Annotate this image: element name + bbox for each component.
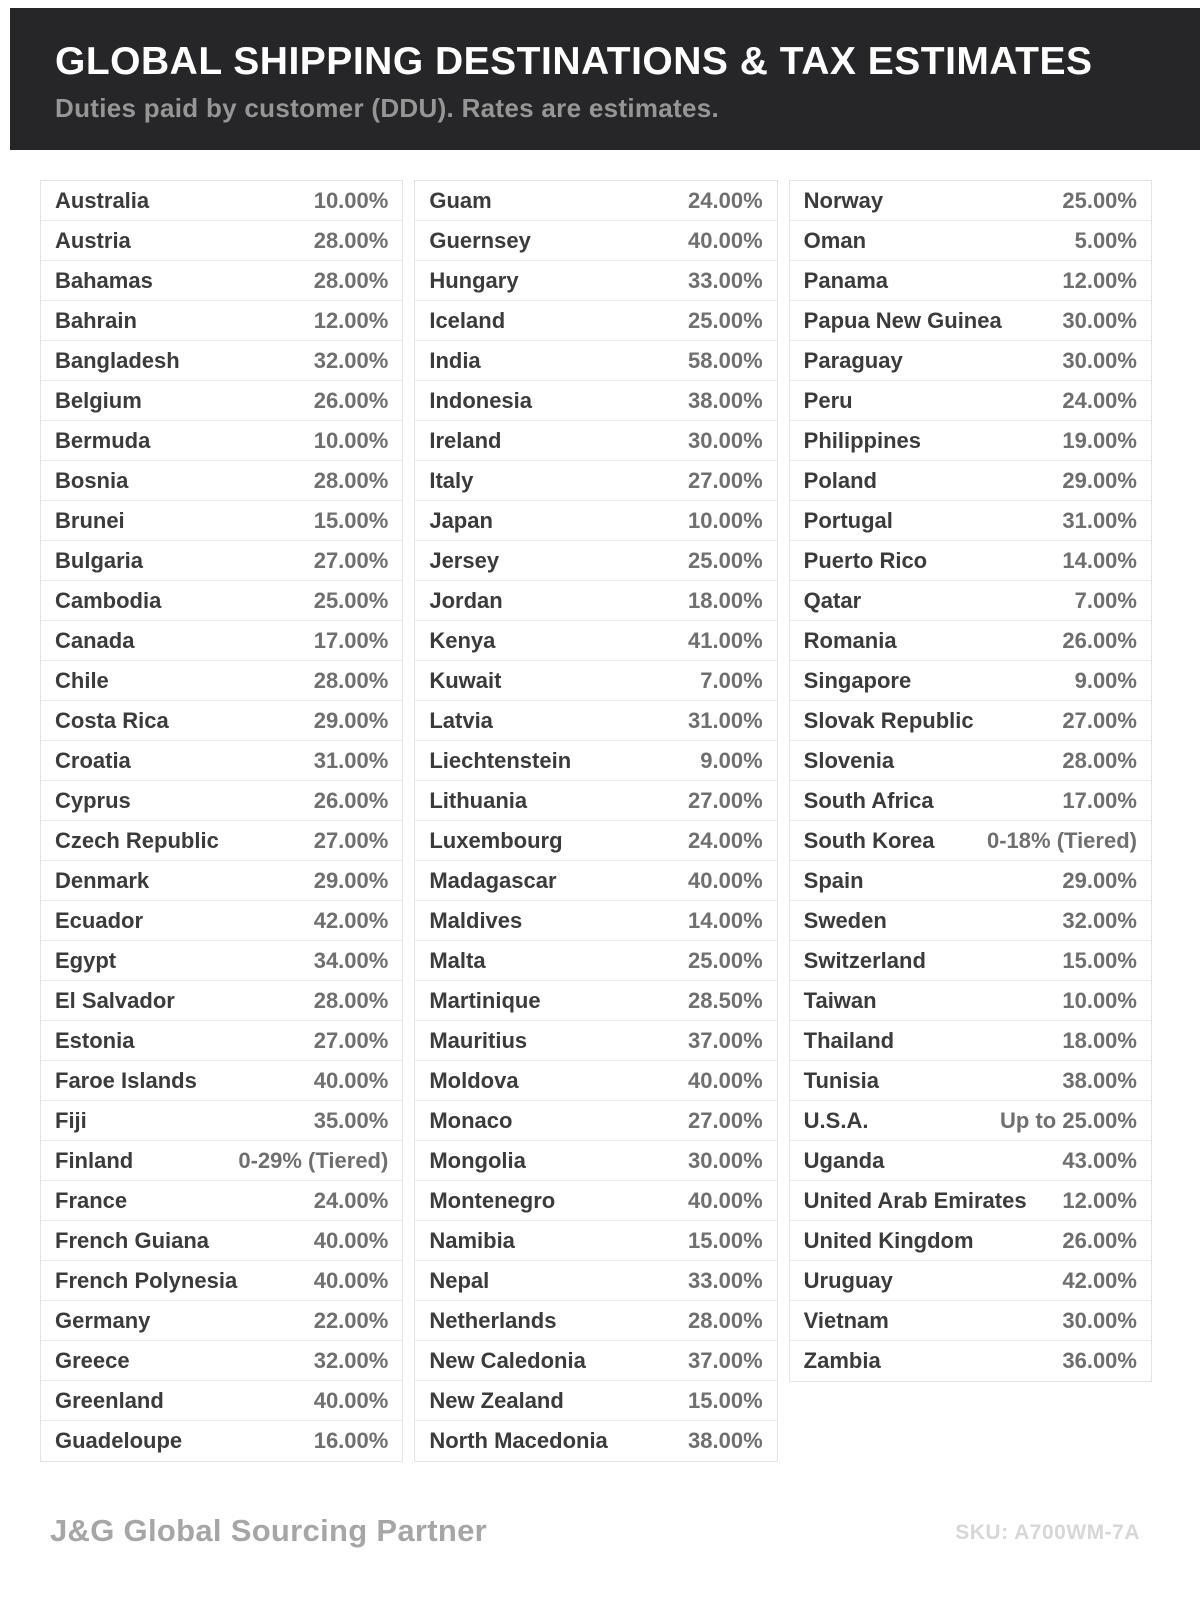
country-name: Jordan — [429, 587, 503, 613]
country-name: Croatia — [55, 747, 131, 773]
table-row — [415, 661, 776, 701]
country-name: Thailand — [803, 1027, 895, 1053]
table-row — [415, 181, 776, 221]
table-row — [790, 341, 1151, 381]
tax-rate: 24.00% — [1062, 387, 1137, 413]
country-name: Kuwait — [429, 667, 502, 693]
tax-rate: 32.00% — [313, 347, 389, 373]
tax-rate: 26.00% — [1062, 627, 1137, 653]
tax-rate: 7.00% — [1074, 587, 1137, 613]
tax-rate: 0-29% (Tiered) — [238, 1147, 389, 1173]
table-row — [790, 901, 1151, 941]
country-name: Faroe Islands — [55, 1067, 197, 1093]
tax-rate: 40.00% — [313, 1227, 389, 1253]
table-row — [790, 1221, 1151, 1261]
table-row — [790, 261, 1151, 301]
country-name: Brunei — [55, 507, 125, 533]
table-row — [41, 1101, 402, 1141]
country-name: Finland — [55, 1147, 134, 1173]
page-title: GLOBAL SHIPPING DESTINATIONS & TAX ESTIMATES — [55, 40, 1093, 83]
tax-rate: 15.00% — [688, 1387, 763, 1413]
country-name: Philippines — [803, 427, 922, 453]
tax-rate: 25.00% — [688, 547, 763, 573]
country-name: South Korea — [803, 827, 935, 853]
tax-rate: 37.00% — [688, 1027, 763, 1053]
tax-rate: 33.00% — [688, 1267, 763, 1293]
table-row — [415, 381, 776, 421]
table-row — [41, 1341, 402, 1381]
country-name: United Kingdom — [803, 1227, 974, 1253]
table-row — [790, 821, 1151, 861]
table-row — [790, 381, 1151, 421]
table-row — [790, 1181, 1151, 1221]
country-name: Tunisia — [803, 1067, 880, 1093]
country-name: Bosnia — [55, 467, 129, 493]
tax-rate: 26.00% — [313, 787, 389, 813]
table-row — [415, 781, 776, 821]
tax-rate: 18.00% — [1062, 1027, 1137, 1053]
tax-rate: 42.00% — [313, 907, 389, 933]
tax-rate: 32.00% — [313, 1347, 389, 1373]
table-row — [415, 341, 776, 381]
tax-rate: 14.00% — [688, 907, 763, 933]
tax-rate: 25.00% — [1062, 187, 1137, 213]
table-row — [415, 501, 776, 541]
tax-rate: 25.00% — [688, 307, 763, 333]
tax-rate: 30.00% — [1062, 1307, 1137, 1333]
table-row — [41, 221, 402, 261]
tax-rate: 27.00% — [313, 827, 389, 853]
country-name: Maldives — [429, 907, 523, 933]
country-name: Bangladesh — [55, 347, 180, 373]
country-name: Egypt — [55, 947, 117, 973]
tax-rate: 29.00% — [313, 867, 389, 893]
table-row — [790, 301, 1151, 341]
country-name: Bahamas — [55, 267, 153, 293]
table-row — [415, 421, 776, 461]
table-row — [415, 1261, 776, 1301]
country-name: Monaco — [429, 1107, 513, 1133]
tax-rate: 40.00% — [688, 1067, 763, 1093]
table-row — [790, 501, 1151, 541]
country-name: Puerto Rico — [803, 547, 928, 573]
table-row — [415, 461, 776, 501]
country-name: Chile — [55, 667, 109, 693]
tax-rate: 40.00% — [313, 1067, 389, 1093]
table-row — [41, 341, 402, 381]
country-name: El Salvador — [55, 987, 175, 1013]
tax-rate: 27.00% — [688, 467, 763, 493]
country-name: Lithuania — [429, 787, 528, 813]
table-row — [415, 701, 776, 741]
tax-rate: 32.00% — [1062, 907, 1137, 933]
table-row — [41, 1421, 402, 1461]
table-row — [790, 1261, 1151, 1301]
tax-rate: 27.00% — [313, 547, 389, 573]
country-name: Uganda — [803, 1147, 885, 1173]
table-row — [41, 461, 402, 501]
tax-rate: 27.00% — [688, 787, 763, 813]
country-name: India — [429, 347, 481, 373]
tax-rate: 40.00% — [313, 1387, 389, 1413]
table-row — [790, 1021, 1151, 1061]
tax-rate: 9.00% — [700, 747, 763, 773]
table-row — [41, 261, 402, 301]
tax-rate: 40.00% — [688, 1187, 763, 1213]
table-row — [415, 621, 776, 661]
country-name: Portugal — [803, 507, 893, 533]
table-row — [790, 621, 1151, 661]
page-header — [10, 8, 1200, 150]
table-row — [415, 581, 776, 621]
country-name: Greenland — [55, 1387, 164, 1413]
country-name: Spain — [803, 867, 864, 893]
tax-rate: 26.00% — [1062, 1227, 1137, 1253]
country-name: Italy — [429, 467, 474, 493]
country-name: Canada — [55, 627, 135, 653]
table-row — [415, 1421, 776, 1461]
table-row — [41, 1021, 402, 1061]
country-name: Ecuador — [55, 907, 144, 933]
table-row — [41, 1381, 402, 1421]
tax-rate: 27.00% — [1062, 707, 1137, 733]
country-name: France — [55, 1187, 128, 1213]
table-row — [790, 1301, 1151, 1341]
tax-rate: 24.00% — [688, 187, 763, 213]
country-name: Austria — [55, 227, 131, 253]
country-name: Latvia — [429, 707, 493, 733]
tax-rate: 28.50% — [688, 987, 763, 1013]
country-name: Qatar — [803, 587, 862, 613]
tax-rate: 28.00% — [688, 1307, 763, 1333]
country-name: North Macedonia — [429, 1428, 608, 1453]
country-name: Guadeloupe — [55, 1428, 183, 1453]
table-row — [790, 421, 1151, 461]
table-row — [415, 1381, 776, 1421]
country-name: Jersey — [429, 547, 500, 573]
country-name: Montenegro — [429, 1187, 556, 1213]
table-row — [41, 821, 402, 861]
table-row — [415, 941, 776, 981]
tax-rate: 28.00% — [313, 227, 389, 253]
tax-rate: 31.00% — [1062, 507, 1137, 533]
country-name: Mongolia — [429, 1147, 526, 1173]
tax-rate: 9.00% — [1074, 667, 1137, 693]
table-row — [790, 581, 1151, 621]
rates-column-2 — [414, 180, 777, 1462]
tax-rate: 7.00% — [700, 667, 763, 693]
country-name: New Zealand — [429, 1387, 564, 1413]
tax-rate: 42.00% — [1062, 1267, 1137, 1293]
country-name: Denmark — [55, 867, 150, 893]
country-name: Luxembourg — [429, 827, 563, 853]
country-name: Netherlands — [429, 1307, 557, 1333]
country-name: Panama — [803, 267, 889, 293]
tax-rate: 31.00% — [688, 707, 763, 733]
country-name: Poland — [803, 467, 877, 493]
tax-rate: 37.00% — [688, 1347, 763, 1373]
table-row — [41, 941, 402, 981]
country-name: Vietnam — [803, 1307, 889, 1333]
table-row — [41, 381, 402, 421]
tax-rate: 18.00% — [688, 587, 763, 613]
country-name: Bahrain — [55, 307, 137, 333]
country-name: Paraguay — [803, 347, 903, 373]
page-footer — [0, 1505, 1200, 1575]
table-row — [415, 221, 776, 261]
table-row — [790, 861, 1151, 901]
tax-rate: 38.00% — [688, 387, 763, 413]
country-name: Namibia — [429, 1227, 515, 1253]
country-name: Iceland — [429, 307, 506, 333]
table-row — [415, 541, 776, 581]
table-row — [415, 1141, 776, 1181]
country-name: Cambodia — [55, 587, 162, 613]
table-row — [41, 1181, 402, 1221]
tax-rate: 38.00% — [1062, 1067, 1137, 1093]
table-row — [41, 1141, 402, 1181]
table-row — [790, 1101, 1151, 1141]
sku-label: SKU: A700WM-7A — [955, 1521, 1140, 1544]
table-row — [415, 981, 776, 1021]
tax-rate: 41.00% — [688, 627, 763, 653]
tax-rate: 12.00% — [1062, 1187, 1137, 1213]
country-name: Hungary — [429, 267, 519, 293]
country-name: Czech Republic — [55, 827, 219, 853]
tax-rate: 25.00% — [313, 587, 389, 613]
tax-rate: 28.00% — [313, 267, 389, 293]
tax-rate: 29.00% — [1062, 467, 1137, 493]
country-name: Germany — [55, 1307, 151, 1333]
tax-rate: 30.00% — [1062, 307, 1137, 333]
tax-rate: 40.00% — [313, 1267, 389, 1293]
country-name: South Africa — [803, 787, 934, 813]
tax-rate: 27.00% — [688, 1107, 763, 1133]
country-name: French Polynesia — [55, 1267, 238, 1293]
tax-rate: 30.00% — [688, 427, 763, 453]
country-name: New Caledonia — [429, 1347, 586, 1373]
country-name: Taiwan — [803, 987, 877, 1013]
tax-rate: 28.00% — [313, 467, 389, 493]
rates-column-1 — [40, 180, 403, 1462]
table-row — [415, 821, 776, 861]
tax-rate: 58.00% — [688, 347, 763, 373]
tax-rate: 15.00% — [688, 1227, 763, 1253]
tax-rate: 29.00% — [1062, 867, 1137, 893]
table-row — [41, 1061, 402, 1101]
table-row — [415, 741, 776, 781]
table-row — [790, 781, 1151, 821]
tax-rates-table — [40, 180, 1152, 1462]
country-name: Madagascar — [429, 867, 557, 893]
country-name: Peru — [803, 387, 853, 413]
country-name: Bermuda — [55, 427, 151, 453]
table-row — [790, 661, 1151, 701]
country-name: Mauritius — [429, 1027, 528, 1053]
country-name: Australia — [55, 187, 150, 213]
table-row — [415, 1221, 776, 1261]
table-row — [41, 741, 402, 781]
table-row — [41, 861, 402, 901]
country-name: Martinique — [429, 987, 541, 1013]
country-name: Zambia — [803, 1348, 881, 1373]
tax-rate: 15.00% — [1062, 947, 1137, 973]
tax-rate: 0-18% (Tiered) — [987, 827, 1137, 853]
tax-rate: 15.00% — [313, 507, 389, 533]
country-name: United Arab Emirates — [803, 1187, 1027, 1213]
table-row — [415, 861, 776, 901]
country-name: Estonia — [55, 1027, 135, 1053]
tax-rate: 10.00% — [313, 427, 389, 453]
table-row — [41, 501, 402, 541]
tax-rate: 16.00% — [313, 1428, 389, 1453]
table-row — [415, 901, 776, 941]
table-row — [41, 541, 402, 581]
country-name: Moldova — [429, 1067, 519, 1093]
country-name: Guernsey — [429, 227, 531, 253]
table-row — [790, 461, 1151, 501]
tax-rate: 19.00% — [1062, 427, 1137, 453]
table-row — [415, 1341, 776, 1381]
tax-rate: 17.00% — [1062, 787, 1137, 813]
table-row — [790, 181, 1151, 221]
table-row — [790, 941, 1151, 981]
country-name: Greece — [55, 1347, 130, 1373]
rates-column-3 — [789, 180, 1152, 1382]
table-row — [41, 181, 402, 221]
country-name: Costa Rica — [55, 707, 169, 733]
table-row — [41, 421, 402, 461]
tax-rate: 38.00% — [688, 1428, 763, 1453]
country-name: Nepal — [429, 1267, 490, 1293]
tax-rate: 22.00% — [313, 1307, 389, 1333]
tax-rate: 26.00% — [313, 387, 389, 413]
tax-rate: 34.00% — [313, 947, 389, 973]
tax-rate: 10.00% — [688, 507, 763, 533]
country-name: Cyprus — [55, 787, 131, 813]
tax-rate: 31.00% — [313, 747, 389, 773]
country-name: Fiji — [55, 1107, 87, 1133]
table-row — [41, 701, 402, 741]
tax-rate: 28.00% — [313, 987, 389, 1013]
table-row — [790, 221, 1151, 261]
table-row — [415, 1101, 776, 1141]
tax-rate: 14.00% — [1062, 547, 1137, 573]
country-name: Japan — [429, 507, 493, 533]
country-name: U.S.A. — [803, 1107, 869, 1133]
table-row — [415, 301, 776, 341]
country-name: Switzerland — [803, 947, 926, 973]
country-name: Norway — [803, 187, 884, 213]
tax-rate: 25.00% — [688, 947, 763, 973]
tax-rate: 28.00% — [1062, 747, 1137, 773]
country-name: Bulgaria — [55, 547, 144, 573]
tax-rate: 24.00% — [688, 827, 763, 853]
table-row — [41, 581, 402, 621]
tax-rate: 33.00% — [688, 267, 763, 293]
country-name: Slovak Republic — [803, 707, 974, 733]
table-row — [415, 261, 776, 301]
table-row — [41, 621, 402, 661]
country-name: Malta — [429, 947, 486, 973]
table-row — [790, 541, 1151, 581]
tax-rate: 28.00% — [313, 667, 389, 693]
table-row — [41, 1261, 402, 1301]
country-name: Sweden — [803, 907, 887, 933]
tax-rate: 40.00% — [688, 867, 763, 893]
table-row — [415, 1021, 776, 1061]
tax-rate: 30.00% — [1062, 347, 1137, 373]
tax-rate: 27.00% — [313, 1027, 389, 1053]
tax-rate: 5.00% — [1074, 227, 1137, 253]
table-row — [790, 1141, 1151, 1181]
country-name: Romania — [803, 627, 897, 653]
table-row — [790, 1061, 1151, 1101]
table-row — [41, 981, 402, 1021]
table-row — [41, 781, 402, 821]
table-row — [790, 981, 1151, 1021]
table-row — [41, 901, 402, 941]
table-row — [790, 741, 1151, 781]
country-name: Ireland — [429, 427, 502, 453]
table-row — [41, 301, 402, 341]
tax-rate: 12.00% — [313, 307, 389, 333]
tax-rate: 43.00% — [1062, 1147, 1137, 1173]
tax-rate: 10.00% — [313, 187, 389, 213]
tax-rate: 12.00% — [1062, 267, 1137, 293]
tax-rate: 40.00% — [688, 227, 763, 253]
tax-rate: 17.00% — [313, 627, 389, 653]
country-name: Liechtenstein — [429, 747, 572, 773]
tax-rate: 35.00% — [313, 1107, 389, 1133]
table-row — [415, 1301, 776, 1341]
country-name: Papua New Guinea — [803, 307, 1002, 333]
table-row — [415, 1061, 776, 1101]
country-name: Oman — [803, 227, 867, 253]
country-name: Kenya — [429, 627, 496, 653]
country-name: Belgium — [55, 387, 142, 413]
tax-rate: Up to 25.00% — [1000, 1107, 1137, 1133]
country-name: Uruguay — [803, 1267, 893, 1293]
country-name: Guam — [429, 187, 492, 213]
table-row — [41, 1221, 402, 1261]
country-name: French Guiana — [55, 1227, 210, 1253]
country-name: Singapore — [803, 667, 912, 693]
table-row — [415, 1181, 776, 1221]
country-name: Indonesia — [429, 387, 533, 413]
table-row — [41, 1301, 402, 1341]
tax-rate: 24.00% — [313, 1187, 389, 1213]
table-row — [790, 1341, 1151, 1381]
table-row — [790, 701, 1151, 741]
tax-rate: 30.00% — [688, 1147, 763, 1173]
tax-rate: 36.00% — [1062, 1348, 1137, 1373]
country-name: Slovenia — [803, 747, 895, 773]
tax-rate: 29.00% — [313, 707, 389, 733]
tax-rate: 10.00% — [1062, 987, 1137, 1013]
table-row — [41, 661, 402, 701]
brand-name: J&G Global Sourcing Partner — [50, 1513, 488, 1548]
page-subtitle: Duties paid by customer (DDU). Rates are estimates. — [55, 93, 720, 123]
